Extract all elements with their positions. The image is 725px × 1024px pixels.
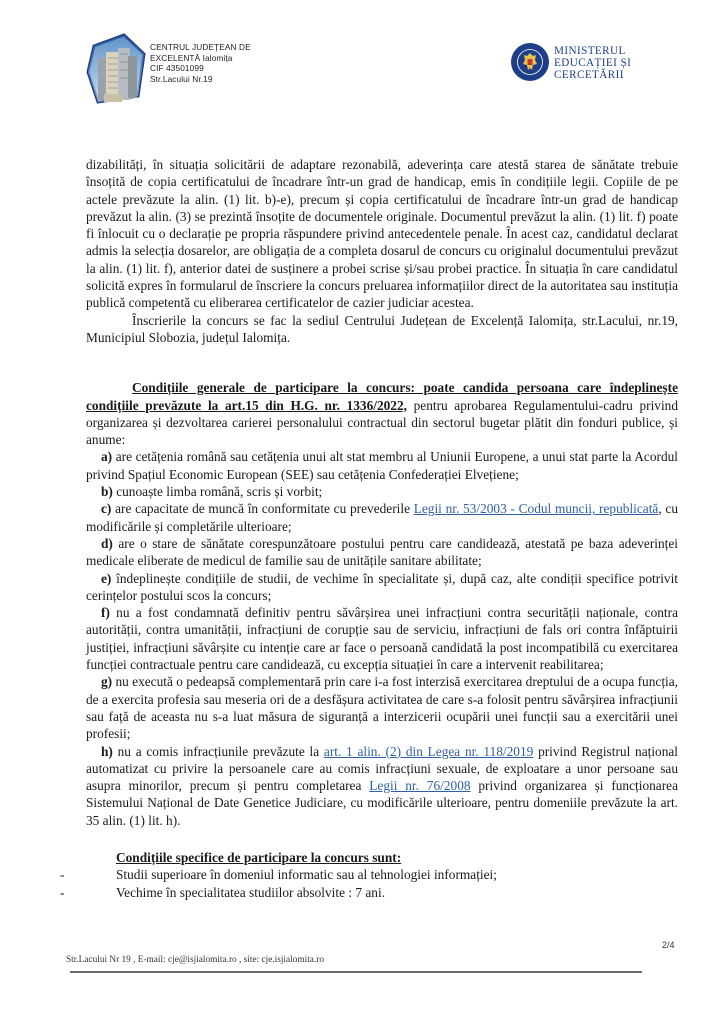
institution-cif: CIF 43501099 [150, 63, 204, 74]
condition-item-e [86, 570, 678, 605]
condition-item-d [86, 535, 678, 570]
dash-bullet-icon: - [60, 884, 65, 900]
intro-paragraph: dizabilități, în situația solicitării de adaptare rezonabilă, adeverința care atestă starea de sănătate trebuie însoțită de copia certificatului de încadrare într-un grad de handicap, emis în condițiile legii. Copiile de pe actele prevăzute la alin. (1) lit. b)-e), precum și copia certificatului de încadrare într-un grad de handicap prevăzut la alin. (3) se prezintă însoțite de documentele originale. Documentul prevăzut la alin. (1) lit. f) poate fi înlocuit cu o declarație pe propria răspundere privind antecedentele penale. În acest caz, candidatul declarat admis la selecția dosarelor, are obligația de a completa dosarul de concurs cu originalul documentului prevăzut la alin. (1) lit. f), anterior datei de susținere a probei scrise și/sau probei practice. În situația în care candidatul solicită expres în formularul de înscriere la concurs preluarea informațiilor direct de la autoritatea sau instituția publică competentă cu eliberarea certificatelor de cazier judiciar acestea. [86, 157, 678, 311]
condition-text: cunoaște limba română, scris și vorbit; [112, 484, 323, 500]
law-118-2019-link[interactable]: art. 1 alin. (2) din Legea nr. 118/2019 [323, 743, 534, 759]
institution-address: Str.Lacului Nr.19 [150, 73, 213, 84]
general-conditions-intro [86, 379, 678, 448]
ministry-name-line2: EDUCAȚIEI ȘI [554, 57, 632, 69]
condition-text: are o stare de sănătate corespunzătoare postului pentru care candidează, atestată pe baza adeverinței medicale eliberate de medicul de familie sau de unitățile sanitare abilitate; [86, 535, 678, 569]
ministry-header [510, 42, 670, 86]
registration-paragraph: Înscrierile la concurs se fac la sediul Centrului Județean de Excelență Ialomița, str.Lacului, nr.19, Municipiul Slobozia, județul Ialomița. [86, 312, 678, 345]
romanian-government-seal-icon [510, 42, 550, 82]
specific-condition-text: Vechime în specialitatea studiilor absolvite : 7 ani. [116, 884, 386, 900]
ministry-name [554, 45, 631, 81]
condition-text: nu a fost condamnată definitiv pentru săvârșirea unei infracțiuni contra securității naționale, contra autorității, contra umanității, infracțiuni de corupție sau de serviciu, infracțiuni de fals ori contra înfăptuirii justiției, infracțiuni săvârșite cu intenție care ar face o persoană candidată la post incompatibilă cu exercitarea funcției contractuale pentru care candidează, cu excepția situației în care a intervenit reabilitarea; [86, 605, 678, 673]
institution-name-line2: EXCELENTĂ Ialomița [150, 52, 233, 63]
dash-bullet-icon: - [60, 867, 65, 883]
condition-text: , cu modificările și completările ulterioare; [86, 501, 678, 534]
condition-text: nu execută o pedeapsă complementară prin care i-a fost interzisă exercitarea dreptului de a ocupa funcția, de a exercita profesia sau meseria ori de a desfășura activitatea de care s-a folosit pentru săvârșirea infracțiunii sau față de aceasta nu s-a luat măsura de siguranță a interzicerii ocupării unei funcții sau a exercitării unei profesii; [86, 674, 678, 742]
footer-divider [70, 971, 642, 973]
condition-text: îndeplinește condițiile de studii, de vechime în specialitate și, după caz, alte condiții specifice potrivit cerințelor postului scos la concurs; [86, 570, 678, 603]
footer-address: Str.Lacului Nr 19 , E-mail: cje@isjialomita.ro , site: cje.isjialomita.ro [66, 955, 324, 965]
ministry-name-line1: MINISTERUL [554, 45, 626, 57]
institution-info [150, 42, 251, 84]
specific-conditions-heading-line [86, 849, 678, 866]
law-76-2008-link[interactable]: Legii nr. 76/2008 [369, 778, 471, 794]
institution-header [86, 32, 346, 112]
general-conditions-heading: Condițiile generale de participare la concurs: poate candida persoana care îndeplinește condițiile prevăzute la art.15 din H.G. nr. 1336/2022, [86, 380, 678, 413]
condition-text: privind organizarea și funcționarea Sistemului Național de Date Genetice Judiciare, cu modificările ulterioare, pentru domeniile prevăzute la art. 35 alin. (1) lit. h). [86, 778, 678, 828]
specific-conditions-heading: Condițiile specifice de participare la concurs sunt: [116, 849, 402, 865]
condition-item-c [86, 500, 678, 535]
institution-name-line1: CENTRUL JUDEȚEAN DE [150, 42, 251, 52]
condition-text: nu a comis infracțiunile prevăzute la [112, 743, 324, 759]
condition-item-g [86, 673, 678, 742]
condition-item-b [86, 483, 678, 500]
specific-conditions-list [60, 866, 678, 901]
general-conditions-heading-rest: pentru aprobarea Regulamentului-cadru privind organizarea și dezvoltarea carierei personalului contractual din sectorul bugetar plătit din fonduri publice, și anume: [86, 397, 678, 448]
condition-letter: d) [101, 535, 113, 551]
law-53-2003-link[interactable]: Legii nr. 53/2003 - Codul muncii, republicată [413, 501, 659, 517]
list-item [60, 884, 678, 901]
condition-letter: a) [101, 449, 113, 465]
condition-letter: g) [101, 674, 113, 690]
condition-text: privind Registrul național automatizat cu privire la persoanele care au comis infracțiuni sexuale, de exploatare a unor persoane sau asupra minorilor, precum și pentru completarea [86, 743, 678, 794]
specific-condition-text: Studii superioare în domeniul informatic sau al tehnologiei informației; [116, 867, 497, 883]
building-pentagon-logo-icon [86, 32, 146, 110]
condition-letter: b) [101, 484, 113, 500]
condition-letter: f) [101, 605, 110, 621]
condition-item-h [86, 743, 678, 829]
condition-item-a [86, 448, 678, 483]
page-number: 2/4 [662, 940, 675, 950]
condition-letter: h) [101, 743, 113, 759]
document-body [60, 156, 678, 901]
ministry-name-line3: CERCETĂRII [554, 69, 624, 81]
condition-text: are capacitate de muncă în conformitate cu prevederile [111, 501, 414, 517]
condition-letter: c) [101, 501, 112, 517]
condition-text: are cetățenia română sau cetățenia unui alt stat membru al Uniunii Europene, a unui stat parte la Acordul privind Spațiul Economic European (SEE) sau cetățenia Confederației Elvețiene; [86, 449, 678, 482]
list-item [60, 866, 678, 883]
condition-item-f [86, 604, 678, 673]
condition-letter: e) [101, 570, 112, 586]
